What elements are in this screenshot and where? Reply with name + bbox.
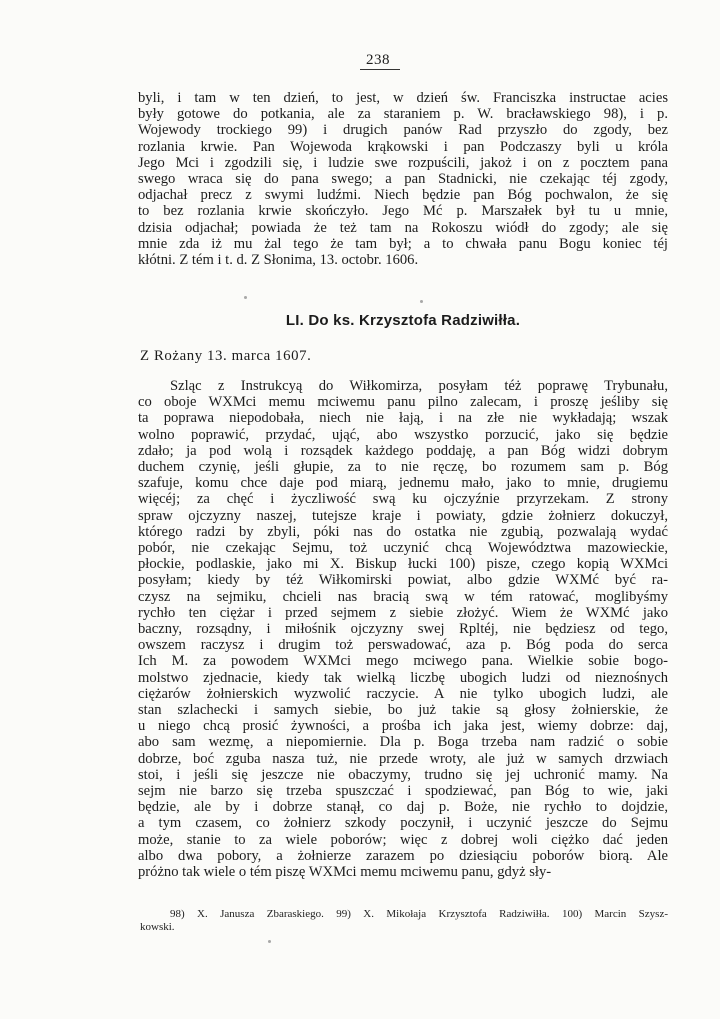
letter-line: Szląc z Instrukcyą do Wiłkomirza, posyłam téż poprawę Trybunału,: [170, 378, 668, 394]
scan-speck: [420, 300, 423, 303]
footnote-line: kowski.: [140, 921, 175, 933]
intro-line: kłótni. Z tém i t. d. Z Słonima, 13. octobr. 1606.: [138, 252, 419, 269]
letter-line: stoi, i jeśli się jeszcze nie obaczymy, trudno się jej uchronić mamy. Na: [138, 766, 668, 783]
letter-line: baczny, rozsądny, i miłośnik ojczyzny swej Rpltéj, nie będziesz od tego,: [138, 621, 668, 638]
letter-dateline: Z Rożany 13. marca 1607.: [140, 348, 312, 364]
footnote-line: 98) X. Janusza Zbaraskiego. 99) X. Mikołaja Krzysztofa Radziwiłła. 100) Marcin Szysz-: [170, 908, 668, 920]
letter-line: pobór, nie czekając Sejmu, toż uczynić chcą Województwa mazowieckie,: [138, 540, 668, 557]
letter-line: szafuje, komu chce daje pod miarą, jednemu mało, jako to mnie, drugiemu: [138, 475, 668, 492]
page-number-rule: [360, 69, 400, 70]
page-number: 238: [366, 52, 390, 68]
letter-line: ta poprawa niepodobała, niech nie łają, i na złe nie wykładają; wszak: [138, 410, 668, 427]
letter-line: sejm nie barzo się trzeba spuszczać i spodziewać, pan Bóg to wie, jaki: [138, 783, 668, 800]
intro-line: byli, i tam w ten dzień, to jest, w dzień św. Franciszka instructae acies: [138, 90, 668, 106]
intro-line: mnie zda iż mu żal tego że tam był; a to chwała panu Bogu koniec téj: [138, 235, 668, 252]
intro-line: dzisia odjachał; powiada że też tam na Rokoszu wiódł do zgody; ale się: [138, 219, 668, 236]
scan-speck: [244, 296, 247, 299]
intro-line: były gotowe do potkania, ale za staraniem p. W. bracławskiego 98), i p.: [138, 106, 668, 123]
letter-line: którego radzi by zbyli, póki nas do ostatka nie zgubią, pozwalają wydać: [138, 523, 668, 540]
letter-line: u niego chcą prosić żywności, a prośba ich jaka jest, wiemy dobrze: daj,: [138, 718, 668, 735]
letter-line: posyłam; kiedy by téż Wiłkomirski powiat, albo gdzie WXMć być ra-: [138, 572, 668, 589]
letter-line: spraw ojczyzny naszej, tutejsze kraje i powiaty, gdzie żołnierz dokuczył,: [138, 507, 668, 524]
letter-line: ciężarów żołnierskich wyzwolić raczycie. A nie tylko ubogich ludzi, ale: [138, 685, 668, 702]
letter-line: albo dwa pobory, a żołnierze zarazem po dziesiąciu poborów biorą. Ale: [138, 847, 668, 864]
letter-line: Ich M. za powodem WXMci mego mciwego pana. Wielkie sobie bogo-: [138, 653, 668, 670]
letter-line: próżno tak wiele o tém piszę WXMci memu mciwemu panu, gdyż sły-: [138, 864, 552, 881]
letter-line: będzie, ale by i dobrze stanął, co daj p. Boże, nie rychło to dojdzie,: [138, 799, 668, 816]
letter-line: czysz na sejmiku, chcieli nas bracią swą w tém ratować, moglibyśmy: [138, 588, 668, 605]
letter-line: rychło ten ciężar i przed sejmem z siebie złożyć. Wiem że WXMć jako: [138, 604, 668, 621]
letter-line: duchem czynię, jeśli głupie, za to nie ręczę, bo rozumem sam p. Bóg: [138, 459, 668, 476]
letter-line: co oboje WXMci memu mciwemu panu pilno zalecam, i proszę jeśliby się: [138, 394, 668, 411]
intro-paragraph: [138, 90, 668, 268]
scan-speck: [268, 940, 271, 943]
intro-line: rozlania krwie. Pan Wojewoda krąkowski i pan Podczaszy byli u króla: [138, 138, 668, 155]
letter-line: zdało; ja pod wolą i rozsądek każdego poddaję, a pan Bóg widzi dobrym: [138, 442, 668, 459]
intro-line: to bez rozlania krwie skończyło. Jego Mć p. Marszałek był tu u mnie,: [138, 203, 668, 220]
letter-line: płockie, podlaskie, jako mi X. Biskup łucki 100) pisze, czego kopią WXMci: [138, 556, 668, 573]
letter-line: wolno poprawić, przydać, ująć, abo wszystko porzucić, jako się będzie: [138, 426, 668, 443]
intro-line: Jego Mci i zgodzili się, i ludzie swe rozpuścili, jakoż i on z pocztem pana: [138, 154, 668, 171]
letter-line: owszem raczysz i drugim toż perswadować, aza p. Bóg poda do serca: [138, 637, 668, 654]
letter-line: abo sam wezmę, a niepomiernie. Dla p. Boga trzeba nam radzić o sobie: [138, 734, 668, 751]
letter-line: a tym czasem, co żołnierz szkody poczynił, i uczynić jeszcze do Sejmu: [138, 815, 668, 832]
footnotes: [140, 908, 668, 934]
letter-line: dobrze, boć zguba nasza tuż, nie przede wroty, ale już w samych drzwiach: [138, 750, 668, 767]
letter-heading: LI. Do ks. Krzysztofa Radziwiłła.: [285, 312, 521, 329]
letter-line: może, stanie to za wiele poborów; więc z dobrej woli ciężko dać jeden: [138, 831, 668, 848]
intro-line: Wojewody trockiego 99) i drugich panów Rad przyszło do zgody, bez: [138, 122, 668, 139]
letter-body: [138, 378, 668, 880]
intro-line: swego wraca się do pana swego; a pan Stadnicki, nie czekając téj zgody,: [138, 171, 668, 188]
intro-line: odjachał precz z swymi ludźmi. Niech będzie pan Bóg pochwalon, że się: [138, 187, 668, 204]
letter-line: molstwo zjednacie, kiedy tak wielką liczbę ubogich ludzi od nieznośnych: [138, 669, 668, 686]
letter-line: stan szlachecki i samych siebie, bo już takie są głosy żołnierskie, że: [138, 702, 668, 719]
letter-line: więcéj; za chęć i życzliwość swą ku ojczyźnie przyrzekam. Z strony: [138, 491, 668, 508]
